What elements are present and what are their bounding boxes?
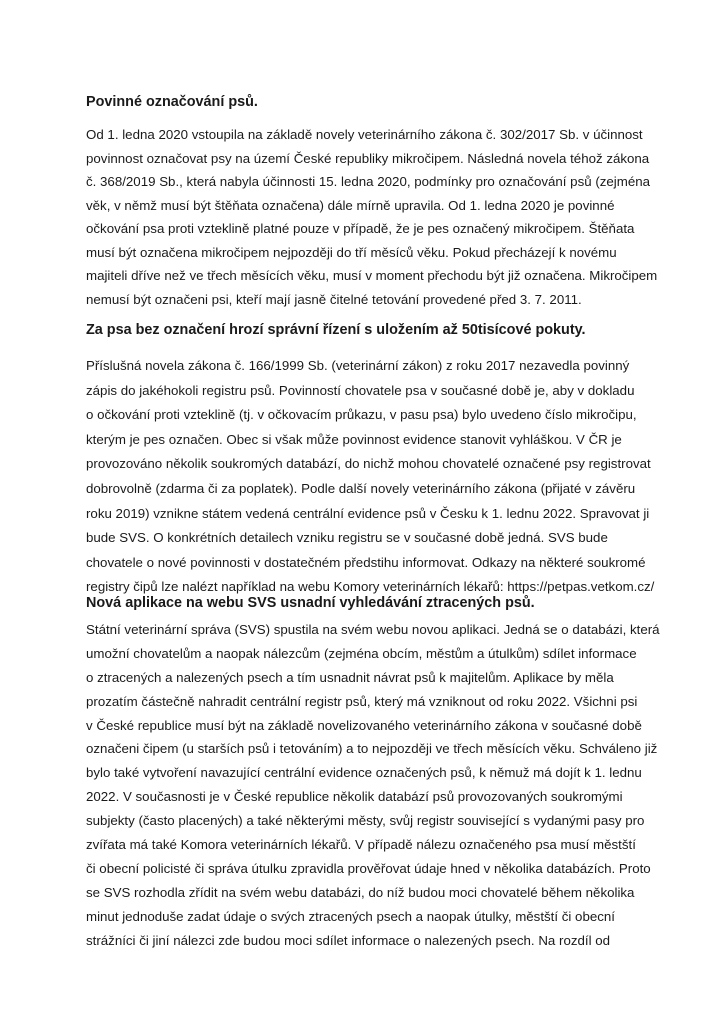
text-line: či obecní policisté či správa útulku zpravidla prověřovat údaje hned v několika databázích. Proto xyxy=(86,860,651,876)
text-line: v České republice musí být na základě novelizovaného veterinárního zákona v současné době xyxy=(86,717,642,733)
text-line: bylo také vytvoření navazující centrální evidence označených psů, k němuž má dojít k 1. lednu xyxy=(86,765,642,781)
paragraph-penalty xyxy=(86,354,655,600)
text-line: provozováno několik soukromých databází, do nichž mohou chovatelé označené psy registrovat xyxy=(86,456,651,472)
text-line: roku 2019) vznikne státem vedená centrální evidence psů v Česku k 1. lednu 2022. Spravovat ji xyxy=(86,505,650,521)
section-heading-penalty: Za psa bez označení hrozí správní řízení s uložením až 50tisícové pokuty. xyxy=(86,322,586,338)
section-heading-svs-application: Nová aplikace na webu SVS usnadní vyhledávání ztracených psů. xyxy=(86,595,535,611)
text-line: musí být označena mikročipem nejpozději do tří měsíců věku. Pokud přecházejí k novému xyxy=(86,244,617,260)
text-line: chovatele o nové povinnosti v dostatečném předstihu informovat. Odkazy na některé soukromé xyxy=(86,554,646,570)
text-line: nemusí být označeni psi, kteří mají jasně čitelné tetování provedené před 3. 7. 2011. xyxy=(86,291,582,307)
text-line: strážníci či jiní nálezci zde budou moci sdílet informace o nalezených psech. Na rozdíl od xyxy=(86,932,611,948)
text-line: zápis do jakéhokoli registru psů. Povinností chovatele psa v současné době je, aby v dokladu xyxy=(86,382,635,398)
text-line: o ztracených a nalezených psech a tím usnadnit návrat psů k majitelům. Aplikace by měla xyxy=(86,669,614,685)
text-line: prozatím částečně nahradit centrální registr psů, který má vzniknout od roku 2022. Všichni psi xyxy=(86,693,638,709)
text-line: č. 368/2019 Sb., která nabyla účinnosti 15. ledna 2020, podmínky pro označování psů (zejména xyxy=(86,174,651,189)
text-line: očkování psa proti vzteklině platné pouze v případě, že je pes označený mikročipem. Štěňata xyxy=(86,221,635,236)
text-line: o očkování proti vzteklině (tj. v očkovacím průkazu, v pasu psa) bylo uvedeno číslo mikročipu, xyxy=(86,407,637,423)
text-line: se SVS rozhodla zřídit na svém webu databázi, do níž budou moci chovatelé během několika xyxy=(86,884,635,900)
paragraph-mandatory-marking xyxy=(86,123,658,311)
paragraph-svs-application xyxy=(86,618,660,952)
text-line: kterým je pes označen. Obec si však může povinnost evidence stanovit vyhláškou. V ČR je xyxy=(86,431,622,447)
text-line: Příslušná novela zákona č. 166/1999 Sb. (veterinární zákon) z roku 2017 nezavedla povinný xyxy=(86,358,630,373)
text-line: bude SVS. O konkrétních detailech vzniku registru se v současné době jedná. SVS bude xyxy=(86,530,608,546)
text-line: majiteli dříve než ve třech měsících věku, musí v moment přechodu být již označena. Mikročipem xyxy=(86,268,658,283)
text-line: věk, v němž musí být štěňata označena) dále mírně upravila. Od 1. ledna 2020 je povinné xyxy=(86,197,615,213)
text-line: povinnost označovat psy na území České republiky mikročipem. Následná novela téhož zákona xyxy=(86,150,650,166)
text-line: 2022. V současnosti je v České republice několik databází psů provozovaných soukromými xyxy=(86,789,623,805)
text-line: Od 1. ledna 2020 vstoupila na základě novely veterinárního zákona č. 302/2017 Sb. v účinnost xyxy=(86,127,643,142)
text-line: Státní veterinární správa (SVS) spustila na svém webu novou aplikaci. Jedná se o databázi, která xyxy=(86,622,660,637)
text-line: minut jednoduše zadat údaje o svých ztracených psech a naopak útulky, městští či obecní xyxy=(86,908,615,924)
text-line: zvířata má také Komora veterinárních lékařů. V případě nálezu označeného psa musí městští xyxy=(86,837,636,853)
text-line: umožní chovatelům a naopak nálezcům (zejména obcím, městům a útulkům) sdílet informace xyxy=(86,645,637,661)
text-line: registry čipů lze nalézt například na webu Komory veterinárních lékařů: https://petpas.vetkom.cz/ xyxy=(86,579,655,595)
text-line: dobrovolně (zdarma či za poplatek). Podle další novely veterinárního zákona (přijaté v závěru xyxy=(86,480,636,496)
text-line: označeni čipem (u starších psů i tetováním) a to nejpozději ve třech měsících věku. Schváleno již xyxy=(86,741,658,757)
section-heading-mandatory-marking: Povinné označování psů. xyxy=(86,94,258,110)
text-line: subjekty (často placených) a také některými městy, svůj registr související s vydanými pasy pro xyxy=(86,813,645,829)
